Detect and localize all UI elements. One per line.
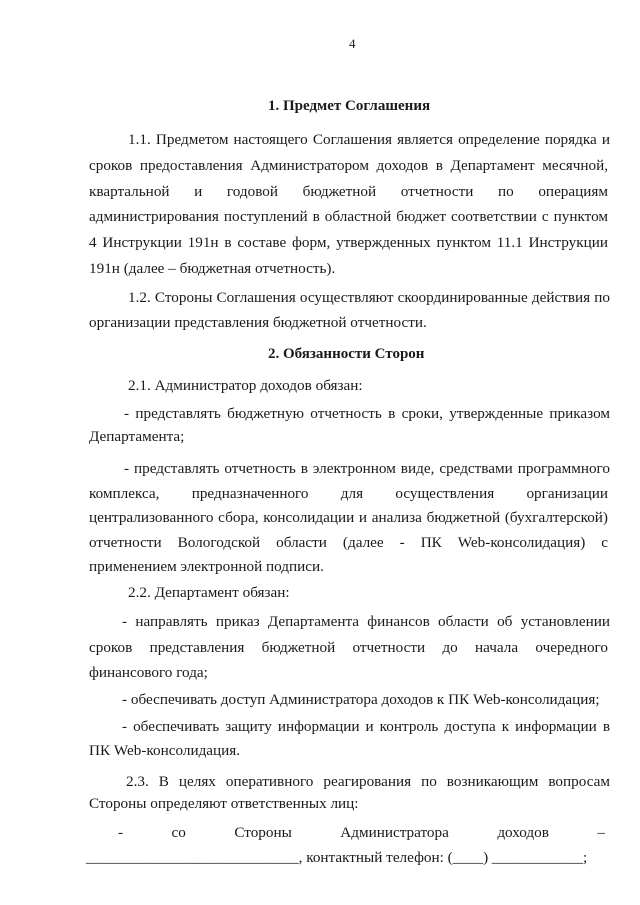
text-line: 191н (далее – бюджетная отчетность).	[89, 260, 336, 277]
text-line: - представлять отчетность в электронном виде, средствами программного	[124, 460, 610, 477]
page-number: 4	[349, 36, 356, 51]
text-line: отчетности Вологодской области (далее - ПК Web-консолидация) с	[89, 534, 608, 551]
text-line: комплекса, предназначенного для осуществления организации	[89, 485, 608, 502]
text-line: финансового года;	[89, 664, 208, 681]
text-line: администрирования поступлений в областной бюджет соответствии с пунктом	[89, 208, 608, 225]
text-line: - обеспечивать доступ Администратора доходов к ПК Web-консолидация;	[122, 691, 600, 708]
section-2-title: 2. Обязанности Сторон	[268, 346, 425, 362]
text-line: 2.3. В целях оперативного реагирования по возникающим вопросам	[126, 773, 610, 790]
text-line: 2.1. Администратор доходов обязан:	[128, 377, 363, 394]
text-line: ПК Web-консолидация.	[89, 742, 241, 759]
section-1-title: 1. Предмет Соглашения	[268, 98, 431, 114]
text-line: организации представления бюджетной отчетности.	[89, 314, 427, 331]
text-line: централизованного сбора, консолидации и анализа бюджетной (бухгалтерской)	[89, 509, 608, 526]
text-line: Стороны определяют ответственных лиц:	[89, 795, 359, 812]
text-line: 2.2. Департамент обязан:	[128, 584, 290, 601]
text-line: 1.2. Стороны Соглашения осуществляют скоординированные действия по	[128, 289, 610, 306]
text-line: 1.1. Предметом настоящего Соглашения является определение порядка и	[128, 131, 610, 148]
text-line: ____________________________, контактный телефон: (____) ____________;	[86, 849, 588, 866]
text-line: квартальной и годовой бюджетной отчетности по операциям	[89, 183, 608, 200]
text-line: сроков предоставления Администратором доходов в Департамент месячной,	[89, 157, 608, 174]
text-line: 4 Инструкции 191н в составе форм, утвержденных пунктом 11.1 Инструкции	[89, 234, 608, 251]
text-line: Департамента;	[89, 428, 185, 445]
text-line: - направлять приказ Департамента финансов области об установлении	[122, 613, 610, 630]
text-line: - обеспечивать защиту информации и контроль доступа к информации в	[122, 718, 610, 735]
text-line: - со Стороны Администратора доходов –	[118, 824, 605, 841]
text-line: применением электронной подписи.	[89, 558, 324, 575]
text-line: сроков представления бюджетной отчетности до начала очередного	[89, 639, 608, 656]
text-line: - представлять бюджетную отчетность в сроки, утвержденные приказом	[124, 405, 610, 422]
